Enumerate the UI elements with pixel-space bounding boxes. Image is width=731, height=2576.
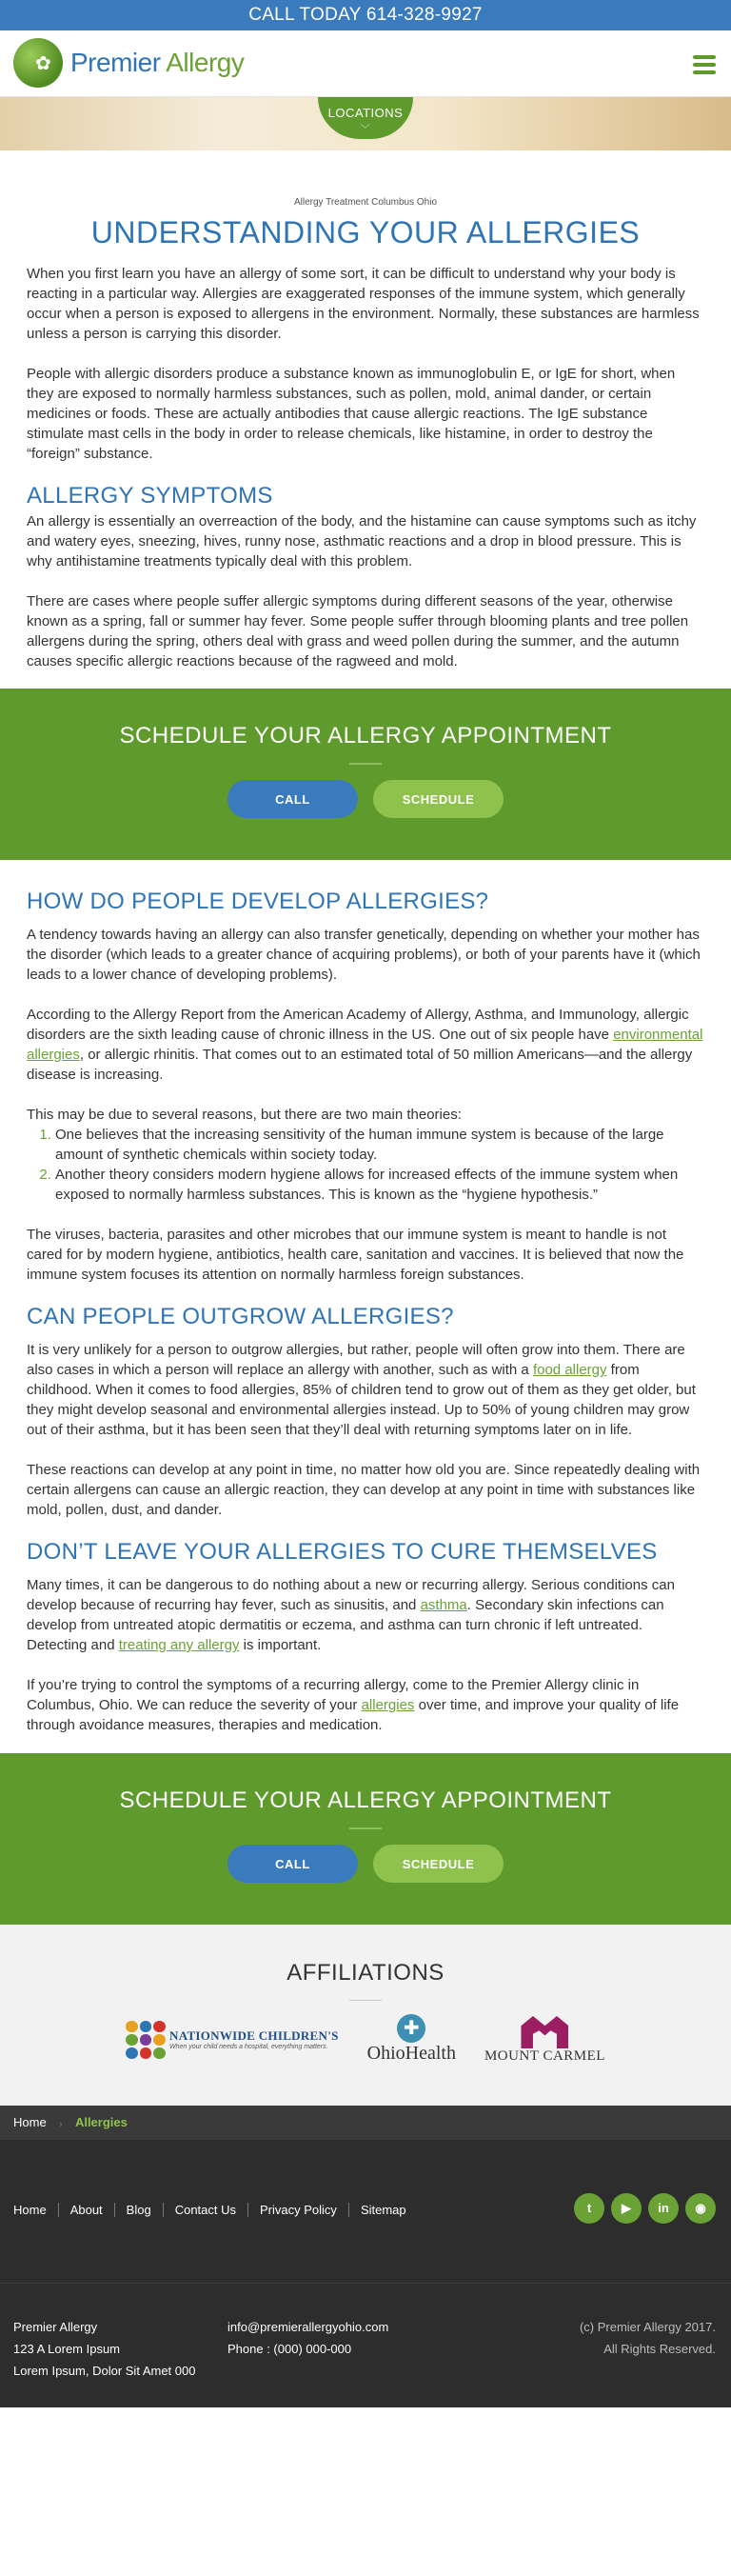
breadcrumb-separator-icon: › <box>59 2119 63 2128</box>
footer-address-line2: Lorem Ipsum, Dolor Sit Amet 000 <box>13 2364 196 2378</box>
nationwide-name: NATIONWIDE CHILDREN'S <box>169 2028 339 2043</box>
main-content-2 <box>0 889 731 1735</box>
cure-paragraph: Many times, it can be dangerous to do nothing about a new or recurring allergy. Serious conditions can develop because of recurring hay fever, such as sinusitis, and asthma. Secondary skin infections can develop from untreated atopic dermatitis or eczema, and asthma can turn chronic if left untreated. Detecting and treating any allergy is important. <box>27 1577 675 1653</box>
footer-link-blog[interactable]: Blog <box>114 2203 163 2217</box>
page-eyebrow: Allergy Treatment Columbus Ohio <box>293 197 438 208</box>
chevron-down-icon: ﹀ <box>360 125 371 135</box>
divider <box>349 2000 382 2001</box>
social-links <box>574 2193 716 2224</box>
menu-icon[interactable] <box>693 55 716 74</box>
hero-banner <box>0 97 731 150</box>
footer-link-sitemap[interactable]: Sitemap <box>348 2203 418 2217</box>
list-item: 2. Another theory considers modern hygiene allows for increased effects of the immune system when exposed to normally harmless substances. This is known as the “hygiene hypothesis.” <box>55 1165 704 1205</box>
footer-contact <box>227 2316 388 2360</box>
symptoms-paragraph: There are cases where people suffer allergic symptoms during different seasons of the year, otherwise known as a spring, fall or summer hay fever. Some people suffer through blooming plants and tree pollen allergens during the spring, others deal with grass and weed pollen during the summer, and the autumn causes specific allergic reactions because of the ragweed and mold. <box>27 593 689 669</box>
section-heading-develop: HOW DO PEOPLE DEVELOP ALLERGIES? <box>27 889 489 914</box>
symptoms-paragraph: An allergy is essentially an overreaction of the body, and the histamine can cause symptoms such as itchy and watery eyes, sneezing, hives, runny nose, asthmatic reactions and a drop in blood pressure. This is why antihistamine treatments typically deal with this problem. <box>27 513 697 569</box>
nationwide-childrens-logo[interactable] <box>126 2021 339 2059</box>
site-header <box>0 30 731 97</box>
footer-link-about[interactable]: About <box>58 2203 114 2217</box>
call-banner[interactable]: CALL TODAY 614-328-9927 <box>0 0 731 30</box>
outgrow-paragraph: It is very unlikely for a person to outgrow allergies, but rather, people will often grow into them. There are also cases in which a person will replace an allergy with another, such as with a food allergy from childhood. When it comes to food allergies, 85% of children tend to grow out of them as they get older, but they might develop seasonal and environmental allergies instead. Up to 50% of young children may grow out of their asthma, but it has been seen that they’ll deal with returning symptoms later on in life. <box>27 1342 696 1438</box>
schedule-button[interactable]: SCHEDULE <box>373 780 504 818</box>
develop-paragraph: According to the Allergy Report from the American Academy of Allergy, Asthma, and Immunology, allergic disorders are the sixth leading cause of chronic illness in the US. One out of six people have environmental allergies, or allergic rhinitis. That comes out to an estimated total of 50 million Americans—and the allergy disease is increasing. <box>27 1007 703 1083</box>
section-heading-outgrow: CAN PEOPLE OUTGROW ALLERGIES? <box>27 1304 454 1329</box>
intro-paragraph: People with allergic disorders produce a substance known as immunoglobulin E, or IgE for short, when they are exposed to normally harmless substances, such as pollen, mold, animal dander, or certain medicines or foods. These are actually antibodies that cause allergic reactions. The IgE substance stimulate mast cells in the body in order to release chemicals, like histamine, in order to destroy the “foreign” substance. <box>27 366 676 462</box>
nationwide-tagline: When your child needs a hospital, everything matters. <box>169 2044 328 2050</box>
cta-heading: SCHEDULE YOUR ALLERGY APPOINTMENT <box>119 1787 612 1813</box>
call-button[interactable]: CALL <box>227 780 358 818</box>
affiliations-heading: AFFILIATIONS <box>286 1960 445 1986</box>
section-heading-cure: DON’T LEAVE YOUR ALLERGIES TO CURE THEMSELVES <box>27 1539 658 1565</box>
intro-paragraph: When you first learn you have an allergy of some sort, it can be difficult to understand why your body is reacting in a particular way. Allergies are exaggerated responses of the immune system, which generally occur when a person is exposed to allergens in the environment. Normally, these substances are harmless unless a person is carrying this disorder. <box>27 266 700 342</box>
cta-heading: SCHEDULE YOUR ALLERGY APPOINTMENT <box>119 723 612 749</box>
logo-flower-icon <box>13 38 63 88</box>
twitter-icon[interactable]: t <box>574 2193 604 2224</box>
ohiohealth-name: OhioHealth <box>366 2043 456 2064</box>
outgrow-paragraph: These reactions can develop at any point in time, no matter how old you are. Since repeatedly dealing with certain allergens can cause an allergic reaction, they can develop at any point in time with substances like mold, pollen, dust, and dander. <box>27 1462 701 1518</box>
mount-carmel-mark-icon <box>515 2014 574 2048</box>
divider <box>349 763 382 765</box>
asthma-link[interactable]: asthma <box>420 1597 467 1613</box>
appointment-cta-2 <box>0 1753 731 1925</box>
locations-label: LOCATIONS <box>327 106 404 120</box>
call-button[interactable]: CALL <box>227 1845 358 1883</box>
breadcrumb-home[interactable]: Home <box>13 2115 47 2129</box>
breadcrumb <box>0 2106 731 2140</box>
treating-allergy-link[interactable]: treating any allergy <box>118 1637 240 1653</box>
logo[interactable] <box>13 38 244 88</box>
logo-text: Premier Allergy <box>70 48 245 77</box>
appointment-cta <box>0 689 731 860</box>
footer-address-line1: 123 A Lorem Ipsum <box>13 2342 121 2356</box>
locations-button[interactable] <box>318 97 413 139</box>
copyright-text: (c) Premier Allergy 2017. <box>579 2320 716 2334</box>
youtube-icon[interactable]: ▶ <box>611 2193 642 2224</box>
footer-divider <box>0 2283 731 2284</box>
food-allergy-link[interactable]: food allergy <box>532 1362 607 1378</box>
section-heading-symptoms: ALLERGY SYMPTOMS <box>27 483 273 509</box>
footer-copyright <box>580 2316 716 2360</box>
footer-link-contact[interactable]: Contact Us <box>163 2203 247 2217</box>
cure-paragraph: If you’re trying to control the symptoms of a recurring allergy, come to the Premier Allergy clinic in Columbus, Ohio. We can reduce the severity of your allergies over time, and improve your quality of life through avoidance measures, therapies and medication. <box>27 1677 680 1733</box>
theories-list <box>27 1125 704 1205</box>
footer-address <box>13 2316 195 2382</box>
list-item: 1. One believes that the increasing sensitivity of the human immune system is because of the large amount of synthetic chemicals within society today. <box>55 1125 704 1165</box>
footer-phone[interactable]: Phone : (000) 000-000 <box>227 2342 352 2356</box>
footer-links <box>13 2203 418 2217</box>
environmental-allergies-link[interactable]: environmental allergies <box>27 1027 703 1063</box>
mount-carmel-name: MOUNT CARMEL <box>484 2048 605 2064</box>
develop-paragraph: This may be due to several reasons, but there are two main theories: <box>27 1107 462 1123</box>
rights-text: All Rights Reserved. <box>603 2342 716 2356</box>
develop-paragraph: The viruses, bacteria, parasites and other microbes that our immune system is meant to handle is not cared for by modern hygiene, antibiotics, health care, sanitation and vaccines. It is believed that now the immune system focuses its attention on normally harmless foreign substances. <box>27 1227 684 1283</box>
develop-paragraph: A tendency towards having an allergy can also transfer genetically, depending on whether your mother has the disorder (which leads to a greater chance of acquiring problems), or both of your parents have it (which leads to a lower chance of developing problems). <box>27 927 701 983</box>
linkedin-icon[interactable]: in <box>648 2193 679 2224</box>
footer-link-privacy[interactable]: Privacy Policy <box>247 2203 348 2217</box>
affiliations-section <box>0 1925 731 2106</box>
main-content <box>0 197 731 671</box>
footer-company: Premier Allergy <box>13 2320 98 2334</box>
breadcrumb-current: Allergies <box>74 2115 128 2129</box>
site-footer <box>0 2140 731 2407</box>
ohiohealth-logo[interactable] <box>367 2014 456 2065</box>
rss-icon[interactable]: ◉ <box>685 2193 716 2224</box>
schedule-button[interactable]: SCHEDULE <box>373 1845 504 1883</box>
footer-link-home[interactable]: Home <box>13 2203 47 2217</box>
page-title: UNDERSTANDING YOUR ALLERGIES <box>90 215 641 250</box>
divider <box>349 1827 382 1829</box>
ohiohealth-cross-icon: ✚ <box>397 2014 425 2043</box>
footer-email[interactable]: info@premierallergyohio.com <box>227 2320 389 2334</box>
mount-carmel-logo[interactable] <box>484 2014 605 2065</box>
allergies-link[interactable]: allergies <box>361 1697 415 1713</box>
nationwide-figures-icon <box>126 2021 166 2059</box>
